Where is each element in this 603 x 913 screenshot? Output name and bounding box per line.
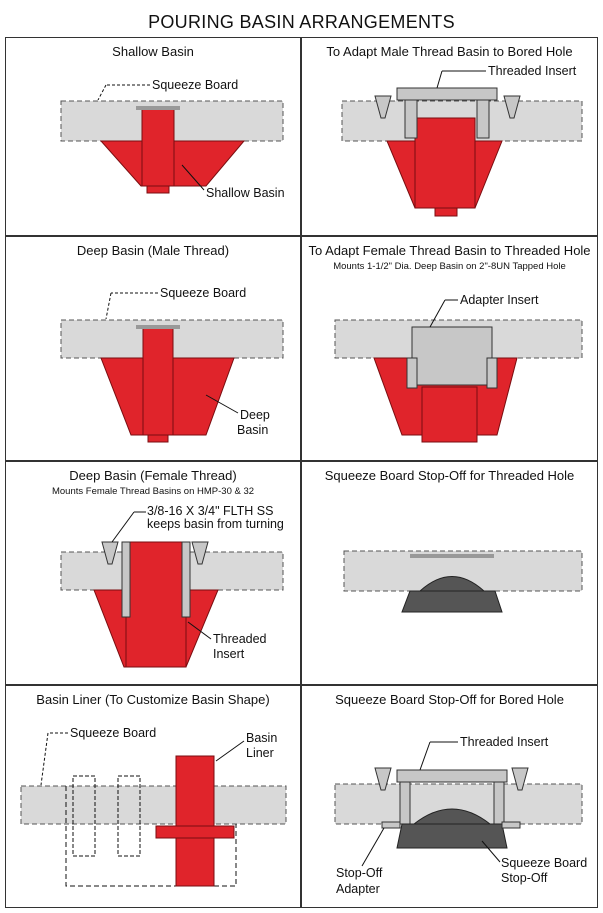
leader-squeeze-board-2	[98, 85, 106, 100]
label-squeeze-board-stopoff: Stop-Off	[501, 871, 548, 885]
panel-title: Basin Liner (To Customize Basin Shape)	[36, 692, 270, 707]
leader-basin-liner	[216, 741, 244, 761]
panel-deep-basin-female	[5, 461, 301, 685]
panel-shallow-basin	[5, 37, 301, 236]
diagram-adapt-female-threaded	[302, 237, 598, 461]
leader-stopoff-adapter	[362, 828, 384, 866]
panel-stopoff-bored	[301, 685, 598, 908]
leader-threaded-insert-2	[437, 71, 442, 88]
label-screw-note: keeps basin from turning	[147, 517, 284, 531]
leader-screw-2	[112, 512, 134, 542]
label-threaded: Threaded	[213, 632, 267, 646]
label-squeeze-board: Squeeze Board	[501, 856, 588, 870]
adapter-insert	[407, 327, 497, 388]
panel-deep-basin-male	[5, 236, 301, 461]
leader-squeeze-board-2	[41, 733, 48, 785]
diagram-stopoff-bored	[302, 686, 598, 908]
panel-basin-liner	[5, 685, 301, 908]
panel-stopoff-threaded	[301, 461, 598, 685]
label-squeeze-board: Squeeze Board	[70, 726, 157, 740]
panel-adapt-male-bored	[301, 37, 598, 236]
label-adapter-insert: Adapter Insert	[460, 293, 539, 307]
panel-subtitle: Mounts Female Thread Basins on HMP-30 & 32	[51, 486, 255, 497]
label-stopoff: Stop-Off	[336, 866, 383, 880]
leader-squeeze-board-2	[106, 293, 111, 319]
label-liner: Liner	[246, 746, 274, 760]
label-threaded-insert: Threaded Insert	[488, 64, 577, 78]
diagram-basin-liner	[6, 686, 301, 908]
label-shallow-basin: Shallow Basin	[206, 186, 285, 200]
leader-threaded-insert-2	[420, 742, 430, 770]
panel-title: Deep Basin (Female Thread)	[69, 468, 237, 483]
panel-title: Squeeze Board Stop-Off for Bored Hole	[335, 692, 564, 707]
panel-subtitle: Mounts 1-1/2" Dia. Deep Basin on 2"-8UN Tapped Hole	[333, 261, 566, 272]
label-basin: Basin	[237, 423, 269, 437]
diagram-stopoff-threaded	[302, 462, 598, 685]
label-basin: Basin	[246, 731, 278, 745]
label-insert: Insert	[213, 647, 245, 661]
label-squeeze-board: Squeeze Board	[152, 78, 239, 92]
diagram-deep-basin-female	[6, 462, 301, 685]
page-title: POURING BASIN ARRANGEMENTS	[148, 12, 455, 32]
label-deep: Deep	[240, 408, 270, 422]
label-screw-spec: 3/8-16 X 3/4" FLTH SS	[147, 504, 274, 518]
panel-title: Deep Basin (Male Thread)	[76, 243, 230, 258]
label-squeeze-board: Squeeze Board	[160, 286, 247, 300]
diagram-adapt-male-bored	[302, 38, 598, 236]
panel-title: Shallow Basin	[112, 44, 194, 59]
panel-title: Squeeze Board Stop-Off for Threaded Hole	[324, 468, 575, 483]
squeeze-board	[21, 786, 286, 824]
label-adapter: Adapter	[336, 882, 380, 896]
panel-title: To Adapt Male Thread Basin to Bored Hole	[326, 44, 573, 59]
panel-title: To Adapt Female Thread Basin to Threaded Hole	[308, 243, 591, 258]
diagram-shallow-basin	[6, 38, 301, 236]
label-threaded-insert: Threaded Insert	[460, 735, 549, 749]
panel-adapt-female-threaded	[301, 236, 598, 461]
diagram-deep-basin-male	[6, 237, 301, 461]
